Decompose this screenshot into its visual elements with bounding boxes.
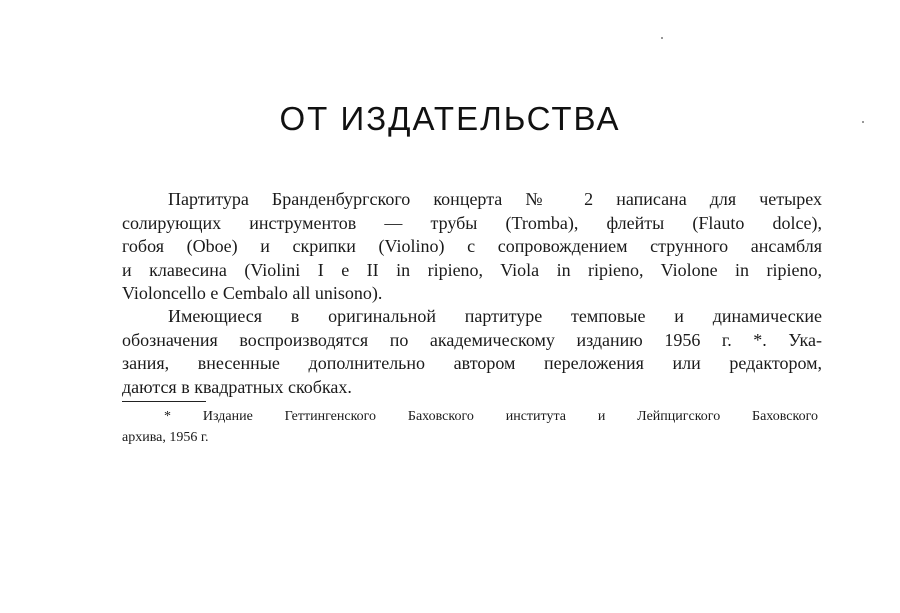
paragraph-2-line: Имеющиеся в оригинальной партитуре темповые и динамические (168, 306, 822, 326)
paragraph-2-line: обозначения воспроизводятся по академическому изданию 1956 г. *. Ука- (122, 329, 822, 350)
paragraph-1-line: солирующих инструментов — трубы (Tromba), флейты (Flauto dolce), (122, 212, 822, 233)
scan-speck (862, 121, 864, 123)
paragraph-1 (122, 188, 822, 306)
footnote (122, 406, 818, 448)
paragraph-1-line: Партитура Бранденбургского концерта № 2 написана для четырех (168, 189, 822, 209)
footnote-line: * Издание Геттингенского Баховского института и Лейпцигского Баховского (164, 409, 818, 424)
paragraph-2-line: зания, внесенные дополнительно автором переложения или редактором, (122, 353, 822, 373)
paragraph-2 (122, 305, 822, 399)
scan-speck (661, 37, 663, 39)
footnote-divider (122, 401, 206, 402)
paragraph-1-line: и клавесина (Violini I e II in ripieno, Viola in ripieno, Violone in ripieno, (122, 259, 822, 280)
paragraph-2-line: даются в квадратных скобках. (122, 376, 352, 397)
page-title: ОТ ИЗДАТЕЛЬСТВА (279, 100, 621, 137)
footnote-line: архива, 1956 г. (122, 430, 209, 445)
paragraph-1-line: Violoncello e Cembalo all unisono). (122, 283, 383, 303)
paragraph-1-line: гобоя (Oboe) и скрипки (Violino) с сопровождением струнного ансамбля (122, 236, 822, 256)
